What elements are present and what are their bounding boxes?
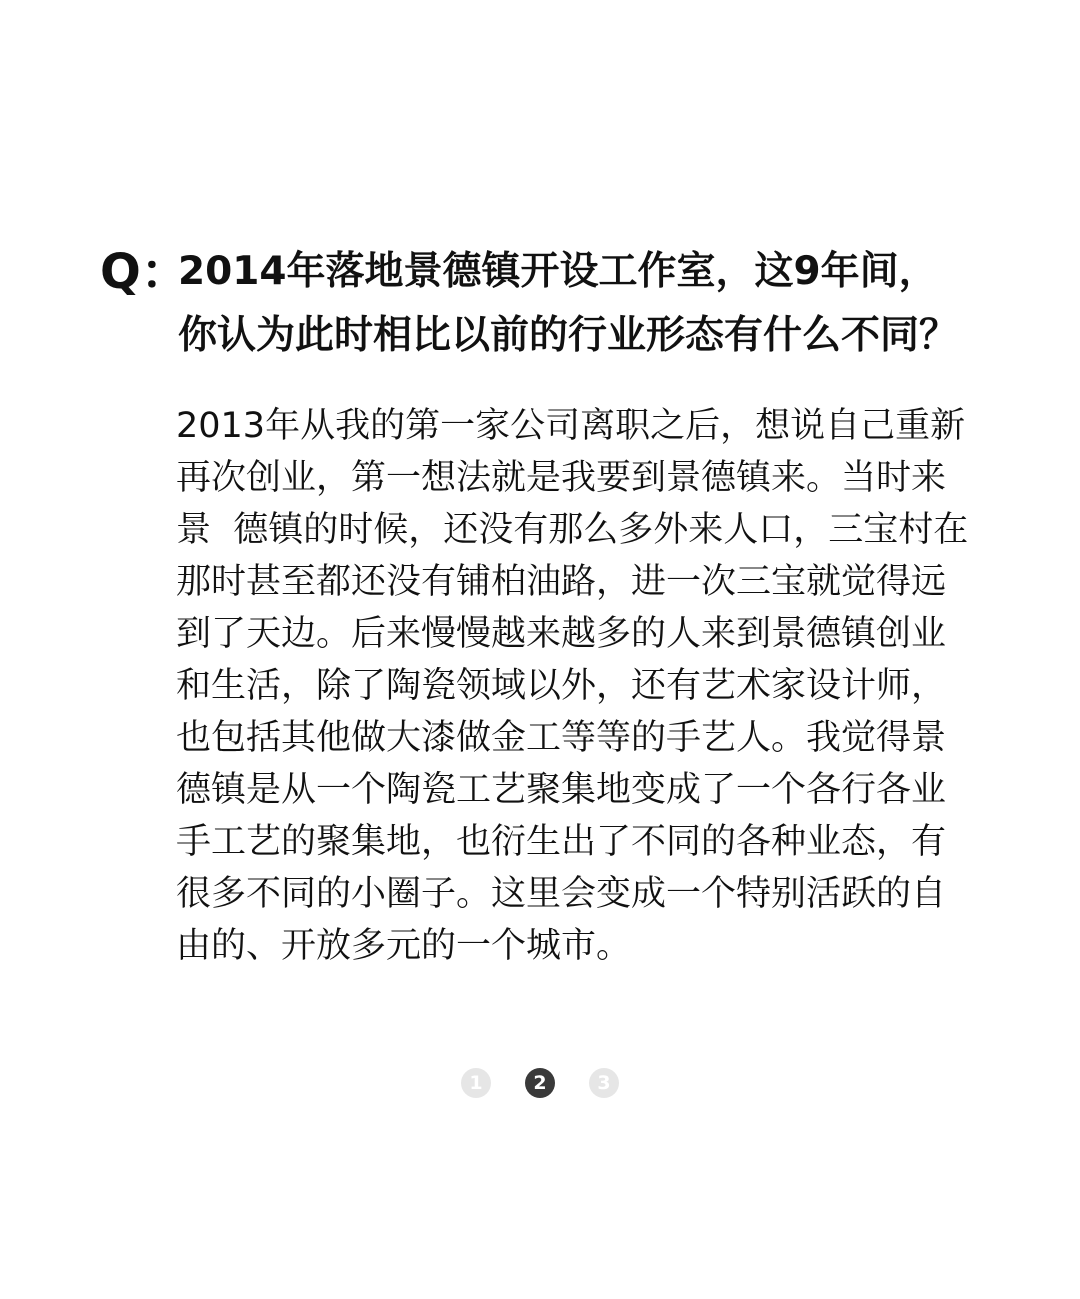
answer-line: 景 德镇的时候，还没有那么多外来人口，三宝村在 [176,510,969,550]
question-line: 你认为此时相比以前的行业形态有什么不同？ [178,313,959,358]
page-indicator [0,1068,1080,1098]
answer-line: 很多不同的小圈子。这里会变成一个特别活跃的自 [176,874,947,914]
answer-line: 2013年从我的第一家公司离职之后，想说自己重新 [176,406,966,446]
answer-line: 再次创业，第一想法就是我要到景德镇来。当时来 [176,458,947,498]
answer-line: 由的、开放多元的一个城市。 [176,926,632,966]
page-dot-1[interactable]: 1 [461,1068,491,1098]
page-dot-3[interactable]: 3 [589,1068,619,1098]
answer-line: 也包括其他做大漆做金工等等的手艺人。我觉得景 [176,718,947,758]
answer-line: 到了天边。后来慢慢越来越多的人来到景德镇创业 [176,614,947,654]
answer-line: 和生活，除了陶瓷领域以外，还有艺术家设计师， [176,666,947,706]
answer-paragraph [176,400,969,972]
question-block [100,240,1000,368]
answer-line: 手工艺的聚集地，也衍生出了不同的各种业态，有 [176,822,947,862]
question-prefix: Q： [100,244,189,300]
answer-line: 德镇是从一个陶瓷工艺聚集地变成了一个各行各业 [176,770,947,810]
question-text [178,240,1000,368]
question-line: 2014年落地景德镇开设工作室，这9年间， [178,249,938,294]
answer-line: 那时甚至都还没有铺柏油路，进一次三宝就觉得远 [176,562,947,602]
page-dot-2[interactable]: 2 [525,1068,555,1098]
